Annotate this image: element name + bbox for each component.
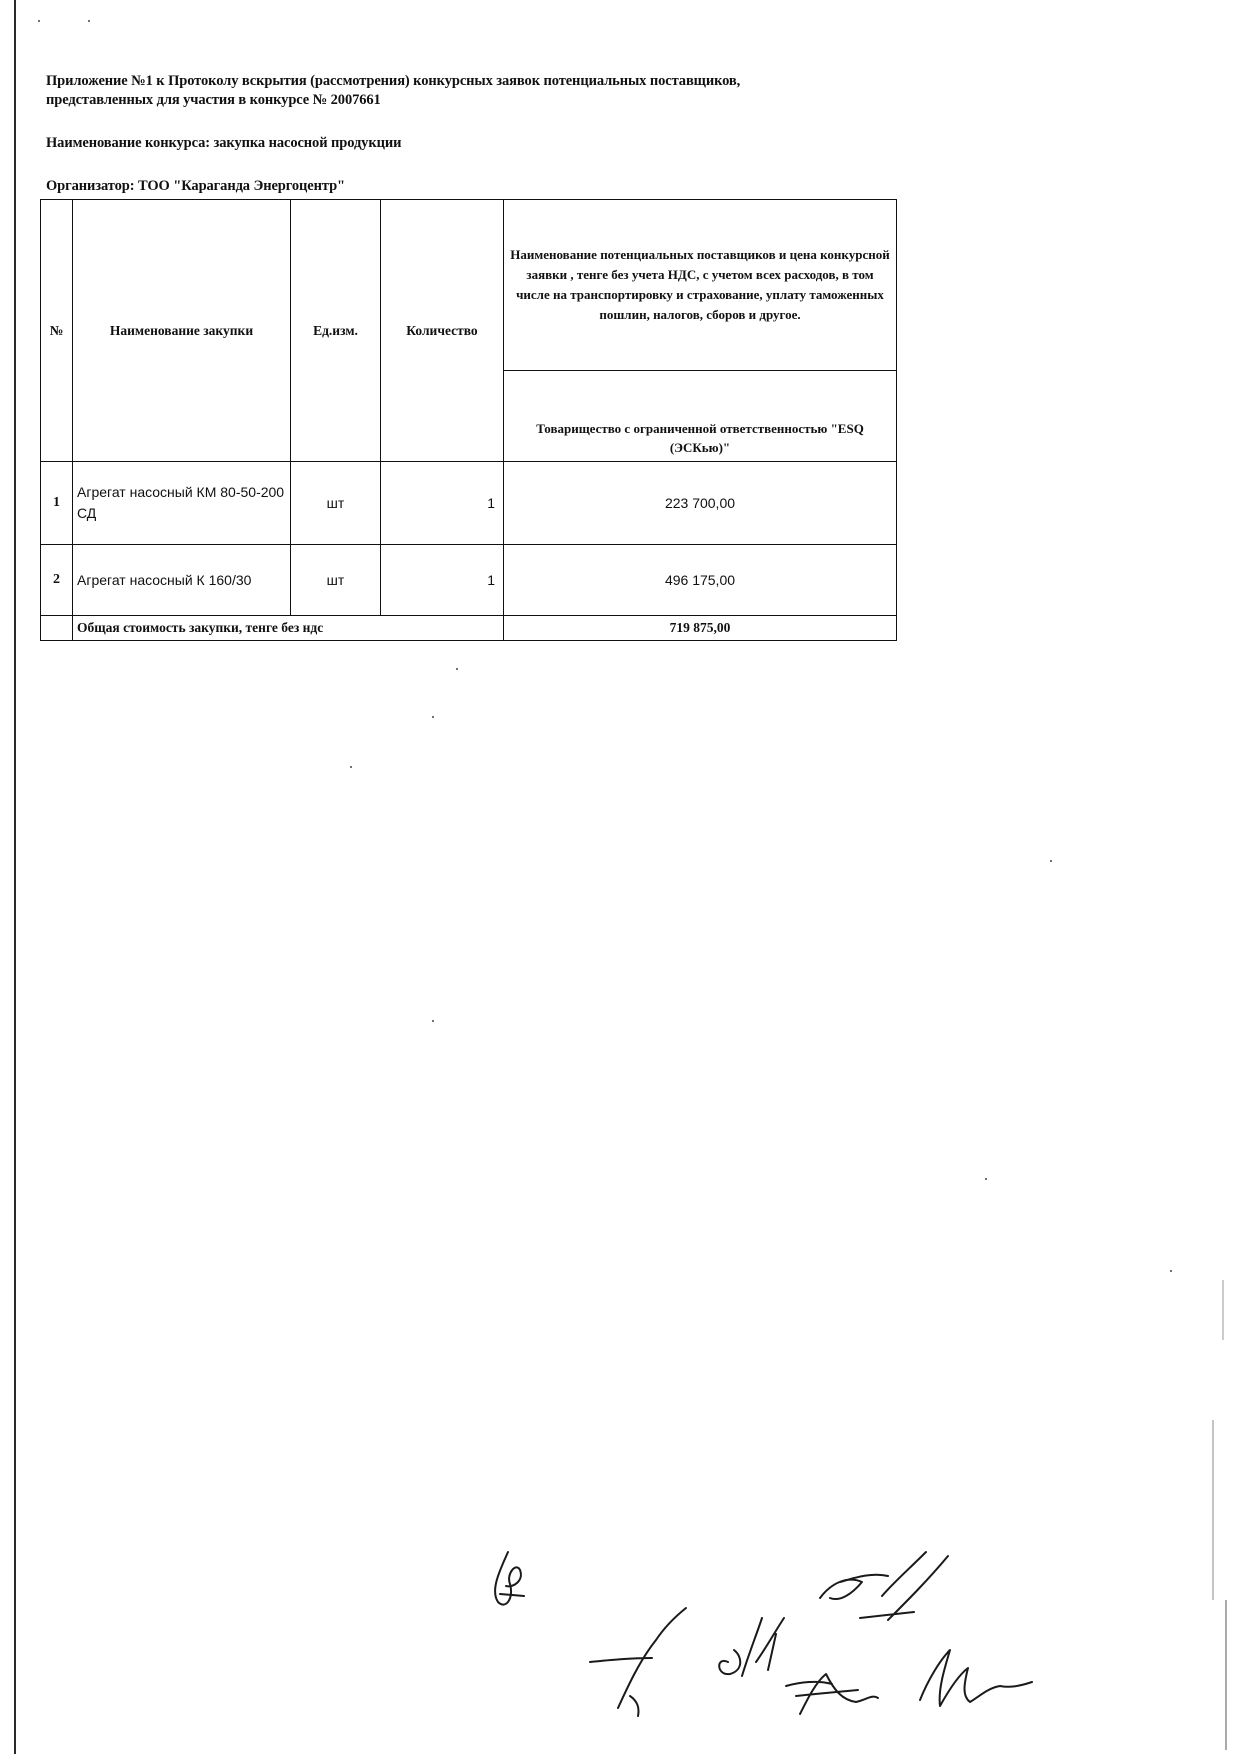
- header-supplier-description: Наименование потенциальных поставщиков и цена конкурсной заявки , тенге без учета НДС, с учетом всех расходов, в том числе на транспортировку и страхование, уплату таможенных пошлин, налогов, сборов и другое.: [504, 200, 897, 371]
- row-num: 1: [41, 462, 73, 545]
- signatures-image: [480, 1510, 1040, 1750]
- total-row: [41, 616, 897, 641]
- scan-edge-line: [14, 0, 16, 1754]
- signature-1: [495, 1552, 524, 1605]
- document-header: [46, 72, 906, 196]
- row-name: Агрегат насосный К 160/30: [73, 545, 291, 616]
- header-quantity: Количество: [381, 200, 504, 462]
- header-supplier-name: Товарищество с ограниченной ответственностью "ESQ (ЭСКью)": [504, 371, 897, 462]
- row-num: 2: [41, 545, 73, 616]
- row-unit: шт: [291, 462, 381, 545]
- total-empty-cell: [41, 616, 73, 641]
- row-quantity: 1: [381, 545, 504, 616]
- signature-4: [820, 1552, 948, 1620]
- row-quantity: 1: [381, 462, 504, 545]
- row-price: 223 700,00: [504, 462, 897, 545]
- header-name: Наименование закупки: [73, 200, 291, 462]
- header-num: №: [41, 200, 73, 462]
- signature-5: [786, 1674, 878, 1714]
- scan-artifact: [1225, 1600, 1227, 1750]
- total-value: 719 875,00: [504, 616, 897, 641]
- document-title-line-1: Приложение №1 к Протоколу вскрытия (рассмотрения) конкурсных заявок потенциальных поставщиков,: [46, 73, 741, 89]
- header-unit: Ед.изм.: [291, 200, 381, 462]
- handwritten-signatures: [480, 1510, 1040, 1750]
- row-name: Агрегат насосный КМ 80-50-200 СД: [73, 462, 291, 545]
- table-row: [41, 462, 897, 545]
- scan-artifact: [1212, 1420, 1214, 1600]
- signature-2: [590, 1608, 686, 1716]
- scan-artifact: [1222, 1280, 1224, 1340]
- signature-3: [719, 1618, 784, 1676]
- contest-name: Наименование конкурса: закупка насосной продукции: [46, 135, 402, 151]
- bids-table: [40, 199, 897, 641]
- organizer: Организатор: ТОО "Караганда Энергоцентр": [46, 178, 346, 194]
- total-label: Общая стоимость закупки, тенге без ндс: [73, 616, 504, 641]
- document-title-line-2: представленных для участия в конкурсе № 2007661: [46, 92, 381, 108]
- row-unit: шт: [291, 545, 381, 616]
- table-row: [41, 545, 897, 616]
- row-price: 496 175,00: [504, 545, 897, 616]
- signature-6: [920, 1650, 1032, 1706]
- table-header-row: [41, 200, 897, 371]
